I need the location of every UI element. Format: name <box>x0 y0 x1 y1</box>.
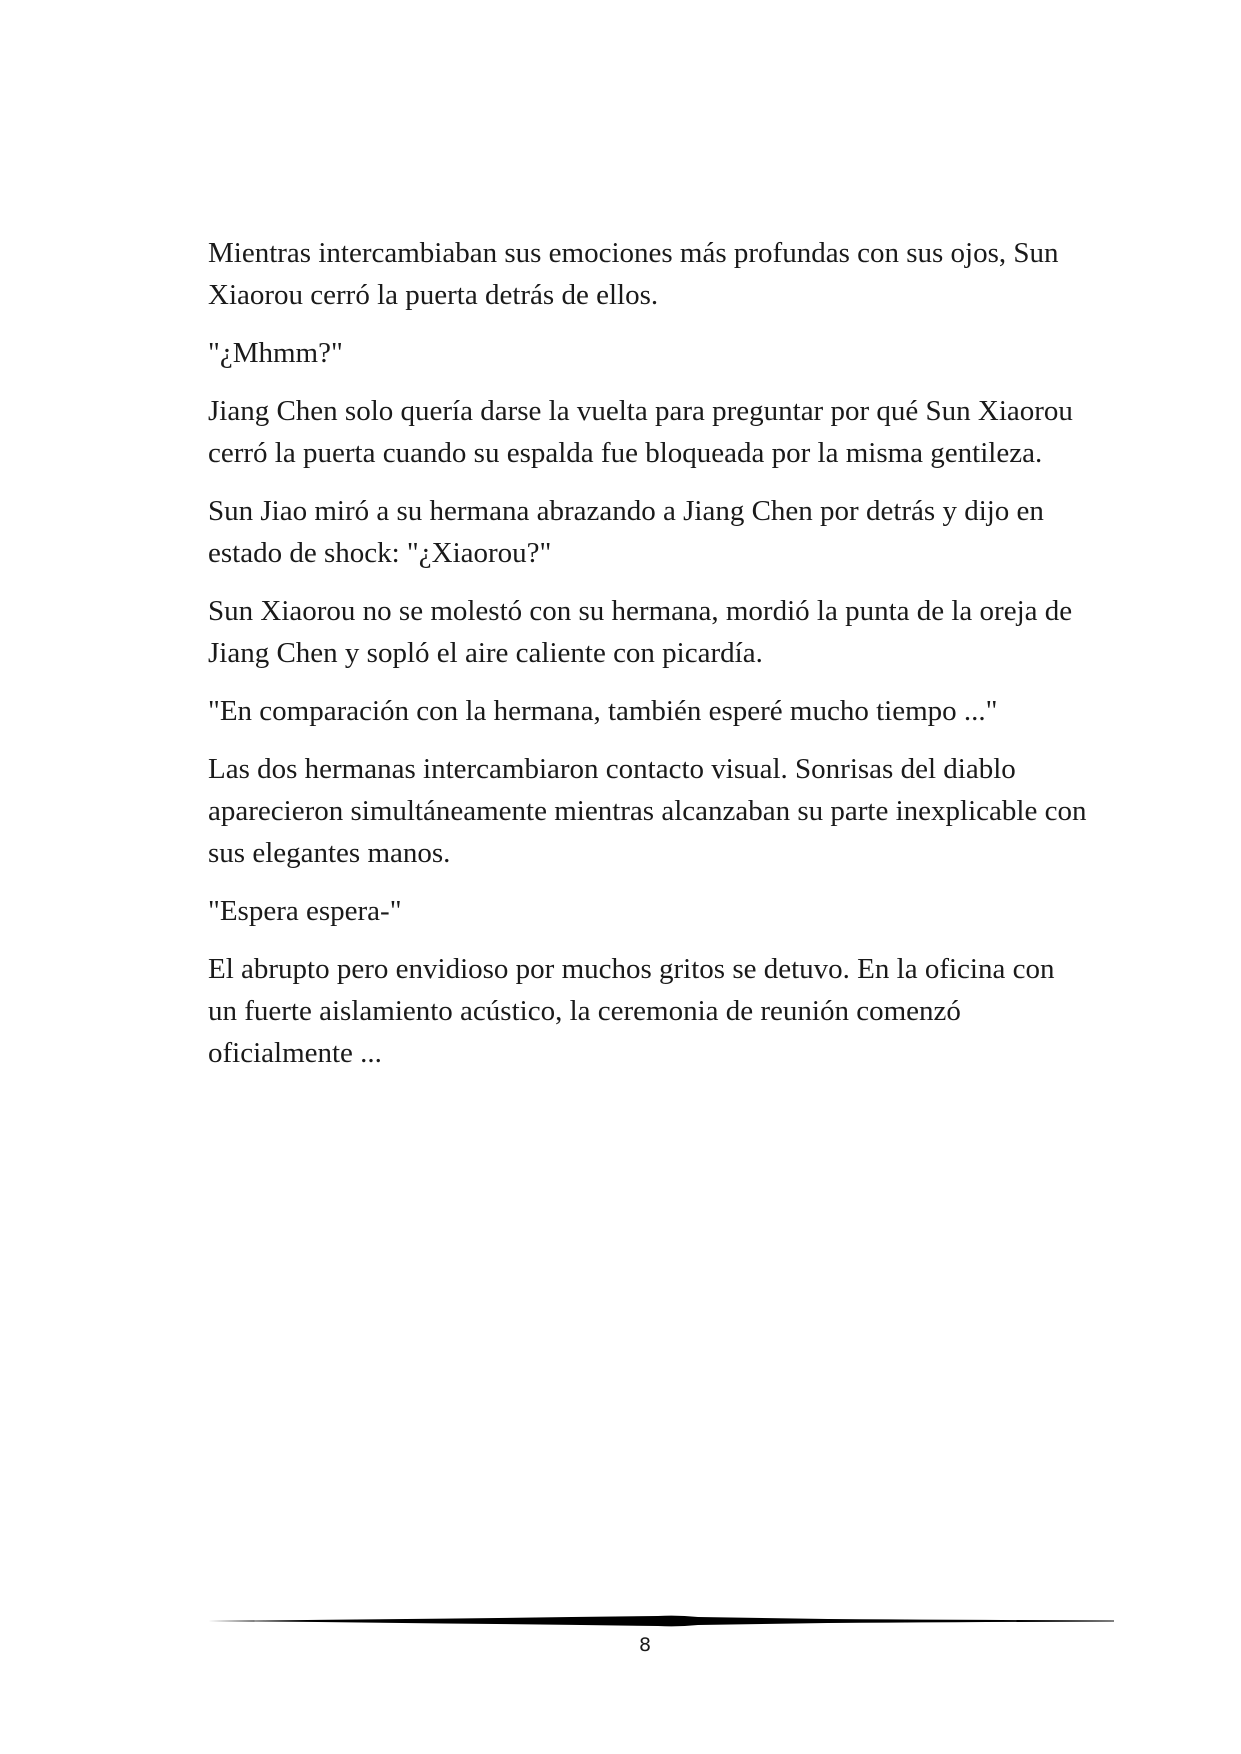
paragraph: Mientras intercambiaban sus emociones más profundas con sus ojos, Sun Xiaorou cerró la puerta detrás de ellos. <box>208 237 1059 311</box>
page-number: 8 <box>638 1634 652 1656</box>
footer-divider <box>208 1614 1114 1628</box>
paragraph: Las dos hermanas intercambiaron contacto visual. Sonrisas del diablo aparecieron simultáneamente mientras alcanzaban su parte inexplicable con sus elegantes manos. <box>208 753 1087 869</box>
body-text <box>208 232 1088 1090</box>
paragraph: "En comparación con la hermana, también esperé mucho tiempo ..." <box>208 695 998 727</box>
paragraph: Sun Xiaorou no se molestó con su hermana, mordió la punta de la oreja de Jiang Chen y sopló el aire caliente con picardía. <box>208 595 1073 669</box>
paragraph: Jiang Chen solo quería darse la vuelta para preguntar por qué Sun Xiaorou cerró la puerta cuando su espalda fue bloqueada por la misma gentileza. <box>208 395 1073 469</box>
paragraph: "Espera espera-" <box>208 895 402 927</box>
paragraph: Sun Jiao miró a su hermana abrazando a Jiang Chen por detrás y dijo en estado de shock: "¿Xiaorou?" <box>208 495 1044 569</box>
paragraph: El abrupto pero envidioso por muchos gritos se detuvo. En la oficina con un fuerte aislamiento acústico, la ceremonia de reunión comenzó oficialmente ... <box>208 953 1055 1069</box>
paragraph: "¿Mhmm?" <box>208 337 343 369</box>
